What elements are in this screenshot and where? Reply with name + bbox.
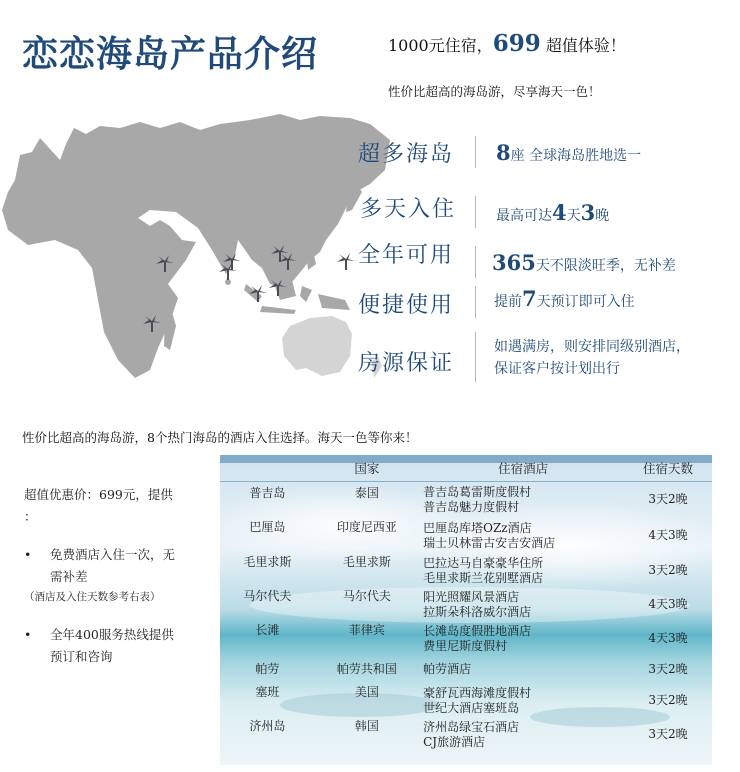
feature-label-stay: 多天入住: [360, 197, 457, 222]
feature-label-islands: 超多海岛: [358, 142, 455, 167]
feature-label-convenient: 便捷使用: [358, 293, 455, 318]
table-row: 毛里求斯 毛里求斯 巴拉达马自豪豪华住所 毛里求斯兰花别墅酒店 3天2晚: [243, 554, 688, 585]
promo-prefix: 1000元住宿，: [388, 36, 493, 55]
feature-desc-guarantee: 如遇满房，则安排同级别酒店， 保证客户按计划出行: [494, 339, 690, 377]
price-line: 超值优惠价：699元，提供: [24, 487, 173, 502]
world-map-illustration: [0, 100, 390, 390]
tagline: 性价比超高的海岛游，尽享海天一色！: [388, 84, 601, 99]
table-row: 巴厘岛 印度尼西亚 巴厘岛库塔OZz酒店 瑞士贝林雷古安吉安酒店 4天3晚: [249, 519, 688, 550]
feature-desc-stay: 最高可达4天3晚: [496, 200, 610, 225]
table-row: 马尔代夫 马尔代夫 阳光照耀风景酒店 拉斯朵科洛威尔酒店 4天3晚: [243, 588, 688, 619]
feature-desc-convenient: 提前7天预订即可入住: [494, 286, 635, 311]
bullet-free-stay: • 免费酒店入住一次，无 需补差: [24, 544, 209, 588]
feature-label-yearround: 全年可用: [358, 243, 455, 268]
divider: [475, 246, 476, 278]
divider: [475, 332, 476, 382]
table-row: 塞班 美国 豪舒瓦西海滩度假村 世纪大酒店塞班岛 3天2晚: [255, 684, 688, 715]
price-line-cont: ：: [24, 509, 37, 524]
feature-desc-islands: 8座 全球海岛胜地选一: [496, 140, 642, 165]
bullet-icon: •: [24, 547, 32, 562]
table-row: 帕劳 帕劳共和国 帕劳酒店 3天2晚: [255, 662, 688, 676]
table-header-row: [220, 455, 712, 482]
table-row: 济州岛 韩国 济州岛绿宝石酒店 CJ旅游酒店 3天2晚: [249, 718, 688, 749]
offer-panel: [24, 484, 209, 668]
bullet-hotline: • 全年400服务热线提供 预订和咨询: [24, 624, 209, 668]
table-row: 长滩 菲律宾 长滩岛度假胜地酒店 费里尼斯度假村 4天3晚: [255, 622, 688, 653]
divider: [475, 286, 476, 318]
col-header-days: 住宿天数: [624, 455, 712, 482]
hotel-table: [220, 455, 712, 752]
feature-desc-yearround: 365天不限淡旺季，无补差: [492, 250, 676, 275]
intro-text: 性价比超高的海岛游，8个热门海岛的酒店入住选择。海天一色等你来！: [22, 430, 418, 445]
divider: [475, 136, 476, 168]
divider: [475, 196, 476, 228]
bullet-icon: •: [24, 627, 32, 642]
page-title: 恋恋海岛产品介绍: [22, 34, 319, 75]
col-header-hotel: 住宿酒店: [419, 455, 624, 482]
promo-price: 699: [492, 30, 541, 57]
hotel-table-panel: [220, 455, 712, 765]
bullet-note: （酒店及入住天数参考右表）: [24, 591, 161, 603]
col-header-island: [220, 455, 315, 482]
promo-suffix: 超值体验！: [545, 36, 626, 55]
table-row: 普吉岛 泰国 普吉岛葛雷斯度假村 普吉岛魅力度假村 3天2晚: [249, 484, 688, 514]
promo-line: [388, 30, 626, 57]
feature-label-guarantee: 房源保证: [358, 351, 455, 376]
col-header-country: 国家: [315, 455, 419, 482]
